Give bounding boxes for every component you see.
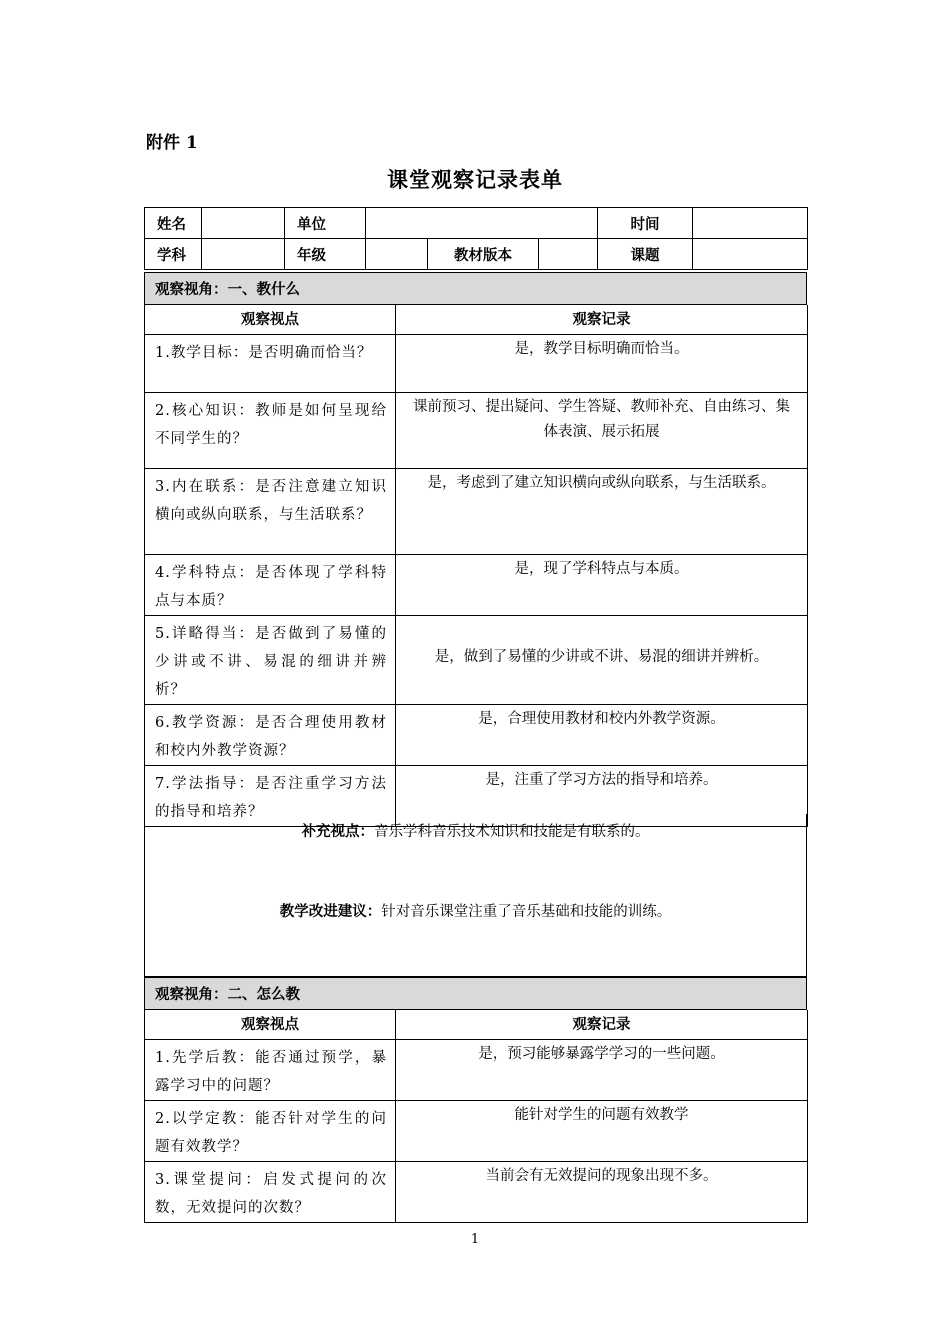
observation-point: 4.学科特点：是否体现了学科特点与本质？ <box>145 555 396 616</box>
name-value <box>202 208 285 239</box>
suggestion-label: 教学改进建议： <box>279 903 382 920</box>
suggestion-line <box>145 900 806 921</box>
supplement-text: 音乐学科音乐技术知识和技能是有联系的。 <box>374 824 650 840</box>
table-row <box>145 705 808 766</box>
supplement-box <box>144 814 807 977</box>
time-value <box>693 208 808 239</box>
table-row <box>145 393 808 469</box>
observation-point: 3.内在联系：是否注意建立知识横向或纵向联系，与生活联系？ <box>145 469 396 555</box>
observation-point: 6.教学资源：是否合理使用教材和校内外教学资源？ <box>145 705 396 766</box>
observation-point: 5.详略得当：是否做到了易懂的少讲或不讲、易混的细讲并辨析？ <box>145 616 396 705</box>
page-number: 1 <box>470 1232 480 1247</box>
unit-value <box>366 208 598 239</box>
table-row <box>145 1040 808 1101</box>
observation-record: 是，预习能够暴露学学习的一些问题。 <box>396 1040 808 1101</box>
table-row <box>145 616 808 705</box>
section2-title: 观察视角：二、怎么教 <box>144 977 807 1010</box>
observation-record: 课前预习、提出疑问、学生答疑、教师补充、自由练习、集体表演、展示拓展 <box>396 393 808 469</box>
section2-table <box>144 1010 808 1223</box>
suggestion-text: 针对音乐课堂注重了音乐基础和技能的训练。 <box>381 904 672 920</box>
supplement-label: 补充视点： <box>301 823 374 840</box>
observation-record: 是，考虑到了建立知识横向或纵向联系，与生活联系。 <box>396 469 808 555</box>
observation-record: 当前会有无效提问的现象出现不多。 <box>396 1162 808 1223</box>
observation-point: 3.课堂提问：启发式提问的次数，无效提问的次数？ <box>145 1162 396 1223</box>
section1-col-record: 观察记录 <box>396 305 808 335</box>
time-label: 时间 <box>598 208 693 239</box>
textbook-label: 教材版本 <box>428 239 539 270</box>
header-row-1 <box>145 208 808 239</box>
table-row <box>145 1101 808 1162</box>
table-row <box>145 555 808 616</box>
section1-title: 观察视角：一、教什么 <box>144 272 807 305</box>
section1-header-row <box>145 305 808 335</box>
observation-record: 是，做到了易懂的少讲或不讲、易混的细讲并辨析。 <box>396 616 808 705</box>
topic-value <box>693 239 808 270</box>
unit-label: 单位 <box>285 208 366 239</box>
observation-record: 是，注重了学习方法的指导和培养。 <box>396 766 808 827</box>
table-row <box>145 335 808 393</box>
observation-point: 7.学法指导：是否注重学习方法的指导和培养？ <box>145 766 396 827</box>
observation-record: 能针对学生的问题有效教学 <box>396 1101 808 1162</box>
page-title: 课堂观察记录表单 <box>387 167 563 192</box>
grade-label: 年级 <box>285 239 366 270</box>
topic-label: 课题 <box>598 239 693 270</box>
name-label: 姓名 <box>145 208 202 239</box>
observation-record: 是，教学目标明确而恰当。 <box>396 335 808 393</box>
section2-header-row <box>145 1010 808 1040</box>
observation-point: 2.核心知识：教师是如何呈现给不同学生的？ <box>145 393 396 469</box>
section2-col-point: 观察视点 <box>145 1010 396 1040</box>
section1-col-point: 观察视点 <box>145 305 396 335</box>
attachment-label: 附件 1 <box>146 133 198 153</box>
subject-value <box>202 239 285 270</box>
observation-point: 1.先学后教：能否通过预学，暴露学习中的问题？ <box>145 1040 396 1101</box>
observation-point: 1.教学目标：是否明确而恰当？ <box>145 335 396 393</box>
header-info-table <box>144 207 808 270</box>
section2-col-record: 观察记录 <box>396 1010 808 1040</box>
textbook-value <box>539 239 598 270</box>
observation-record: 是，合理使用教材和校内外教学资源。 <box>396 705 808 766</box>
section1-table <box>144 305 808 827</box>
observation-point: 2.以学定教：能否针对学生的问题有效教学？ <box>145 1101 396 1162</box>
subject-label: 学科 <box>145 239 202 270</box>
grade-value <box>366 239 428 270</box>
header-row-2 <box>145 239 808 270</box>
supplement-line <box>145 820 806 841</box>
table-row <box>145 1162 808 1223</box>
observation-record: 是，现了学科特点与本质。 <box>396 555 808 616</box>
table-row <box>145 469 808 555</box>
